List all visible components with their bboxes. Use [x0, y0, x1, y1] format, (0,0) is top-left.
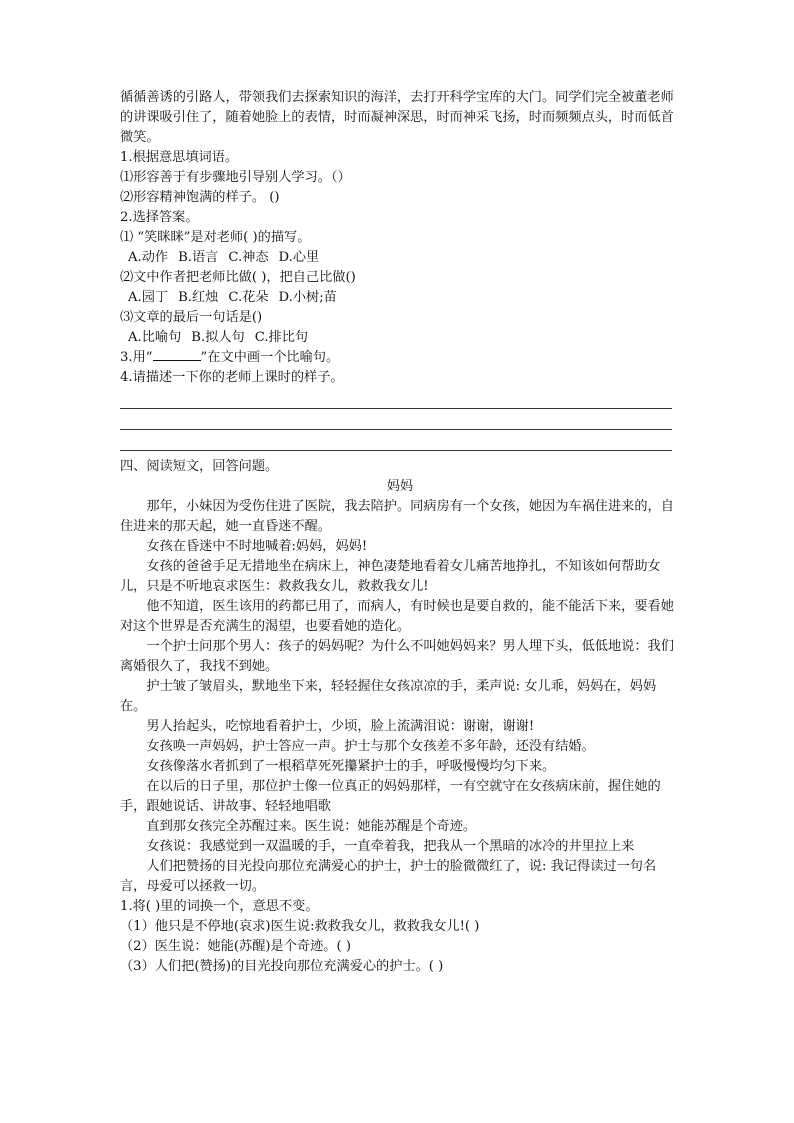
blank-line: [153, 348, 201, 361]
q2-sub2: ⑵文中作者把老师比做( )，把自己比做(): [120, 270, 356, 285]
s4-q1-item-a: （1）他只是不停地(哀求)医生说:救救我女儿，救救我女儿!( ): [120, 919, 480, 934]
story-paragraph: 女孩说：我感觉到一双温暖的手，一直牵着我，把我从一个黑暗的冰冷的井里拉上来: [146, 839, 635, 854]
q2-sub2-options: [120, 288, 680, 308]
q2-sub1-options: [120, 248, 680, 268]
q1-title: 1.根据意思填词语。: [120, 150, 239, 165]
section4-heading: 四、阅读短文，回答问题。: [120, 459, 279, 474]
story-paragraph: 在以后的日子里，那位护士像一位真正的妈妈那样，一有空就守在女孩病床前，握住她的手，跟她说话、讲故事、轻轻地唱歌: [120, 779, 661, 814]
answer-line-1[interactable]: [120, 388, 672, 409]
s4-q1-title: 1.将( )里的词换一个，意思不变。: [120, 899, 319, 914]
option: C.花朵: [228, 290, 269, 305]
passage1-tail: 循循善诱的引路人，带领我们去探索知识的海洋，去打开科学宝库的大门。同学们完全被董老师的讲课吸引住了，随着她脸上的表情，时而凝神深思，时而神采飞扬，时而频频点头，时而低首微笑。: [120, 90, 674, 145]
q1-item-a: ⑴形容善于有步骤地引导别人学习。（）: [120, 170, 351, 185]
option: C.排比句: [254, 330, 309, 345]
s4-q1-item-c: （3）人们把(赞扬)的目光投向那位充满爱心的护士。( ): [120, 959, 444, 974]
q2-sub3-options: [120, 328, 680, 348]
story-paragraph: 人们把赞扬的目光投向那位充满爱心的护士，护士的脸微微红了，说: 我记得读过一句名言，母爱可以拯救一切。: [120, 859, 657, 894]
worksheet-page: [120, 88, 680, 977]
story-paragraph: 一个护士问那个男人：孩子的妈妈呢？为什么不叫她妈妈来？男人埋下头，低低地说：我们离婚很久了，我找不到她。: [120, 639, 674, 674]
q1-item-b: ⑵形容精神饱满的样子。 (): [120, 190, 280, 205]
option: A.比喻句: [128, 330, 182, 345]
story-paragraph: 他不知道，医生该用的药都已用了，而病人，有时候也是要自救的，能不能活下来，要看她对这个世界是否充满生的渴望，也要看她的造化。: [120, 599, 674, 634]
story-paragraph: 直到那女孩完全苏醒过来。医生说：她能苏醒是个奇迹。: [146, 819, 477, 834]
option: A.动作: [128, 250, 169, 265]
story-paragraph: 女孩像落水者抓到了一根稻草死死攥紧护士的手，呼吸慢慢均匀下来。: [146, 759, 556, 774]
story-paragraph: 男人抬起头，吃惊地看着护士，少顷，脸上流满泪说：谢谢，谢谢!: [146, 719, 535, 734]
s4-q1-item-b: （2）医生说：她能(苏醒)是个奇迹。( ): [120, 939, 351, 954]
answer-line-3[interactable]: [120, 430, 672, 451]
q3: 3.用“ ”在文中画一个比喻句。: [120, 350, 340, 365]
option: D.小树;苗: [278, 290, 337, 305]
story-paragraph: 女孩的爸爸手足无措地坐在病床上，神色凄楚地看着女儿痛苦地挣扎，不知该如何帮助女儿，只是不听地哀求医生：救救我女儿，救救我女儿!: [120, 559, 661, 594]
q2-title: 2.选择答案。: [120, 210, 199, 225]
story-paragraph: 那年，小妹因为受伤住进了医院，我去陪护。同病房有一个女孩，她因为车祸住进来的，自住进来的那天起，她一直昏迷不醒。: [120, 499, 674, 534]
option: B.拟人句: [191, 330, 245, 345]
option: D.心里: [278, 250, 320, 265]
story-paragraph: 女孩唤一声妈妈，护士答应一声。护士与那个女孩差不多年龄，还没有结婚。: [146, 739, 595, 754]
q4: 4.请描述一下你的老师上课时的样子。: [120, 370, 344, 385]
q2-sub1: ⑴ “笑眯眯”是对老师( )的描写。: [120, 230, 311, 245]
story-paragraph: 护士皱了皱眉头，默地坐下来，轻轻握住女孩凉凉的手，柔声说: 女儿乖，妈妈在，妈妈在。: [120, 679, 657, 714]
answer-line-2[interactable]: [120, 409, 672, 430]
option: B.语言: [178, 250, 219, 265]
option: A.园丁: [128, 290, 169, 305]
q2-sub3: ⑶文章的最后一句话是(): [120, 310, 263, 325]
option: C.神态: [228, 250, 269, 265]
story-title: 妈妈: [386, 479, 414, 494]
option: B.红烛: [178, 290, 219, 305]
story-paragraph: 女孩在昏迷中不时地喊着:妈妈，妈妈!: [146, 539, 368, 554]
